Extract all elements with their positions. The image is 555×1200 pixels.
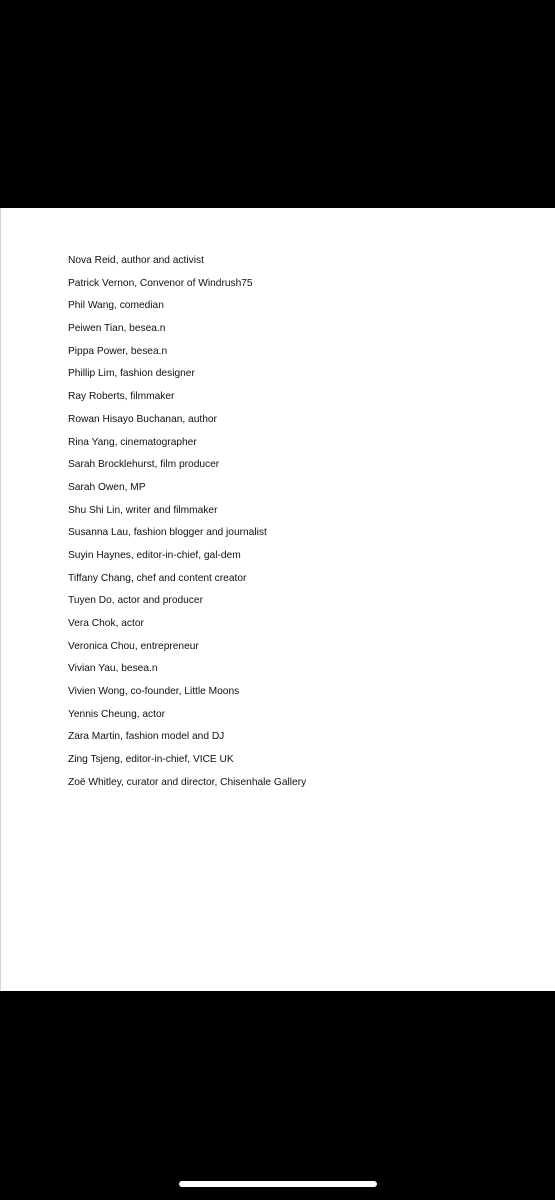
list-item: Rina Yang, cinematographer [68, 436, 197, 448]
list-item: Yennis Cheung, actor [68, 708, 166, 720]
home-indicator[interactable] [179, 1181, 377, 1187]
list-item: Patrick Vernon, Convenor of Windrush75 [68, 277, 253, 289]
list-item: Peiwen Tian, besea.n [68, 323, 166, 335]
list-item: Ray Roberts, filmmaker [68, 391, 175, 403]
list-item: Susanna Lau, fashion blogger and journalist [68, 527, 267, 539]
list-item: Pippa Power, besea.n [68, 345, 168, 357]
document-page[interactable] [0, 208, 555, 991]
list-item: Vivian Yau, besea.n [68, 663, 158, 675]
list-item: Nova Reid, author and activist [68, 255, 204, 266]
list-item: Zara Martin, fashion model and DJ [68, 731, 225, 743]
list-item: Rowan Hisayo Buchanan, author [68, 413, 217, 425]
name-list [68, 254, 306, 799]
list-item: Phil Wang, comedian [68, 300, 164, 312]
list-item: Sarah Owen, MP [68, 481, 146, 493]
list-item: Vivien Wong, co-founder, Little Moons [68, 686, 240, 698]
list-item: Vera Chok, actor [68, 618, 144, 629]
list-item: Phillip Lim, fashion designer [68, 368, 195, 380]
list-item: Tuyen Do, actor and producer [68, 595, 203, 607]
list-item: Tiffany Chang, chef and content creator [68, 572, 247, 584]
list-item: Shu Shi Lin, writer and filmmaker [68, 504, 218, 516]
list-item: Suyin Haynes, editor-in-chief, gal-dem [68, 549, 241, 561]
list-item: Zing Tsjeng, editor-in-chief, VICE UK [68, 754, 234, 766]
list-item: Veronica Chou, entrepreneur [68, 640, 199, 652]
list-item: Zoë Whitley, curator and director, Chisenhale Gallery [68, 776, 307, 788]
list-item: Sarah Brocklehurst, film producer [68, 459, 220, 471]
